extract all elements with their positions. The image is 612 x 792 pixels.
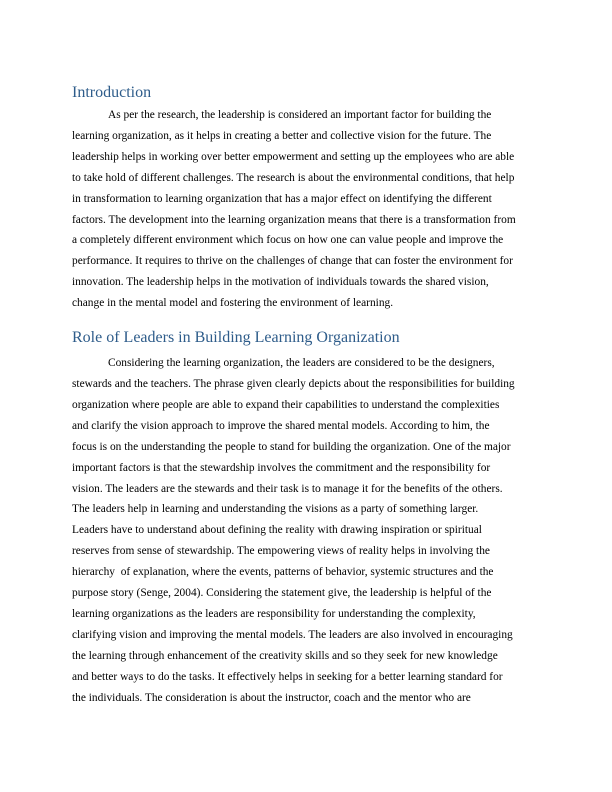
paragraph-line: in transformation to learning organization that has a major effect on identifying the different (72, 192, 492, 205)
paragraph-line: organization where people are able to expand their capabilities to understand the complexities (72, 398, 500, 411)
introduction-paragraph (72, 105, 542, 314)
paragraph-line: hierarchy of explanation, where the events, patterns of behavior, systemic structures and the (72, 566, 494, 579)
paragraph-line: focus is on the understanding the people to stand for building the organization. One of the major (72, 440, 511, 453)
paragraph-line: a completely different environment which focus on how one can value people and improve the (72, 234, 504, 247)
paragraph-line: The leaders help in learning and understanding the visions as a party of something larger. (72, 503, 479, 516)
paragraph-line: As per the research, the leadership is considered an important factor for building the (108, 109, 492, 121)
section-heading-role-of-leaders: Role of Leaders in Building Learning Organization (72, 329, 400, 347)
paragraph-line: and better ways to do the tasks. It effectively helps in seeking for a better learning standard for (72, 670, 503, 683)
paragraph-line: vision. The leaders are the stewards and their task is to manage it for the benefits of the others. (72, 482, 503, 495)
paragraph-line: important factors is that the stewardship involves the commitment and the responsibility for (72, 461, 491, 474)
paragraph-line: reserves from sense of stewardship. The empowering views of reality helps in involving the (72, 545, 490, 558)
paragraph-line: factors. The development into the learning organization means that there is a transformation from (72, 213, 516, 226)
paragraph-line: the individuals. The consideration is about the instructor, coach and the mentor who are (72, 691, 471, 704)
paragraph-line: innovation. The leadership helps in the motivation of individuals towards the shared vision, (72, 276, 489, 289)
paragraph-line: performance. It requires to thrive on the challenges of change that can foster the environment for (72, 255, 513, 268)
paragraph-line: change in the mental model and fostering the environment of learning. (72, 297, 394, 310)
section-heading-introduction: Introduction (72, 84, 152, 101)
paragraph-line: to take hold of different challenges. The research is about the environmental conditions, that help (72, 171, 515, 184)
paragraph-line: Leaders have to understand about defining the reality with drawing inspiration or spiritual (72, 524, 482, 537)
paragraph-line: clarifying vision and improving the mental models. The leaders are also involved in encouraging (72, 628, 513, 641)
document-body (72, 83, 542, 708)
paragraph-line: Considering the learning organization, the leaders are considered to be the designers, (108, 357, 495, 370)
paragraph-line: purpose story (Senge, 2004). Considering the statement give, the leadership is helpful of the (72, 587, 492, 600)
paragraph-line: and clarify the vision approach to improve the shared mental models. According to him, the (72, 419, 490, 432)
paragraph-line: stewards and the teachers. The phrase given clearly depicts about the responsibilities for building (72, 377, 515, 390)
role-of-leaders-paragraph (72, 353, 542, 708)
paragraph-line: learning organizations as the leaders are responsibility for understanding the complexity, (72, 607, 476, 620)
paragraph-line: the learning through enhancement of the creativity skills and so they seek for new knowledge (72, 649, 498, 662)
paragraph-line: learning organization, as it helps in creating a better and collective vision for the future. The (72, 129, 492, 142)
paragraph-line: leadership helps in working over better empowerment and setting up the employees who are able (72, 150, 515, 163)
